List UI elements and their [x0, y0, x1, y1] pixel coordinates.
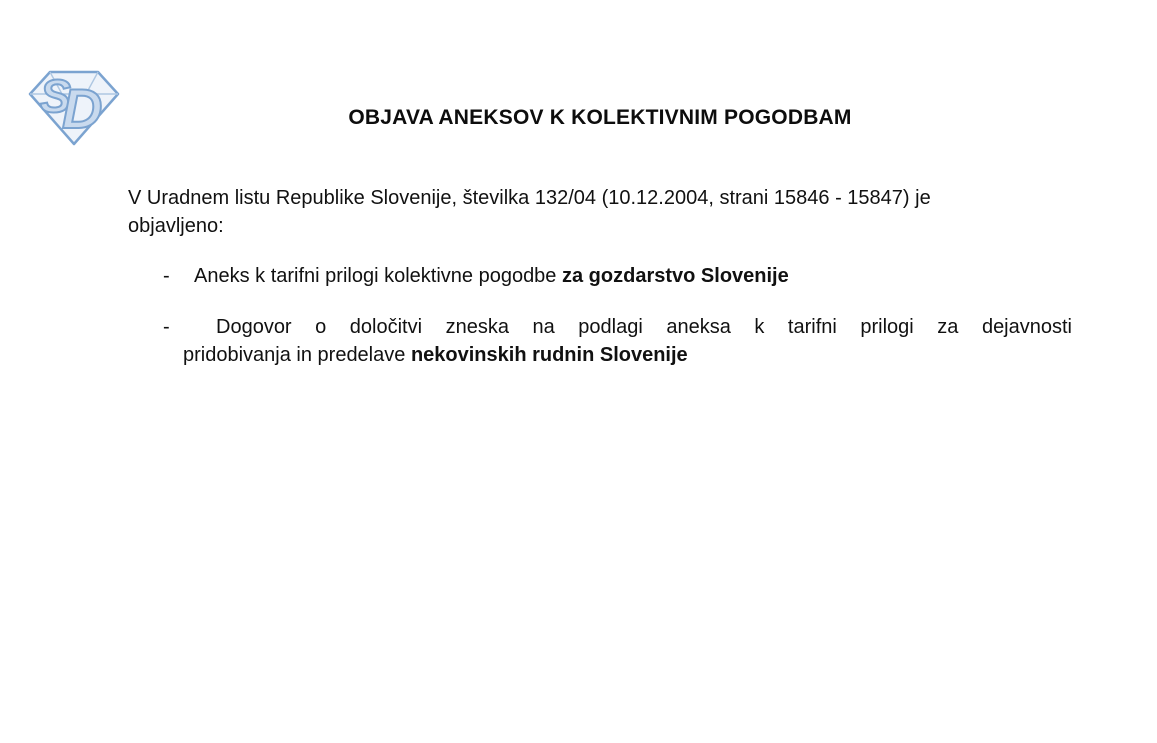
logo-letter-d: D	[62, 77, 103, 140]
page-title: OBJAVA ANEKSOV K KOLEKTIVNIM POGODBAM	[348, 106, 852, 129]
list-item-text-bold: za gozdarstvo Slovenije	[562, 265, 789, 287]
list-item-text	[194, 262, 789, 290]
list-item-text-regular: Aneks k tarifni prilogi kolektivne pogodbe	[194, 265, 562, 287]
intro-paragraph	[128, 184, 1072, 240]
list-item-line-2	[183, 341, 1072, 369]
list-item-text-regular: pridobivanja in predelave	[183, 344, 411, 366]
intro-line-1: V Uradnem listu Republike Slovenije, številka 132/04 (10.12.2004, strani 15846 - 15847) je	[128, 187, 931, 209]
sd-diamond-logo-icon	[26, 62, 122, 150]
bullet-marker: -	[163, 265, 170, 287]
list-item-gozdarstvo	[163, 262, 1072, 290]
intro-line-2: objavljeno:	[128, 215, 224, 237]
list-item-text-bold: nekovinskih rudnin Slovenije	[410, 344, 688, 366]
bullet-marker: -	[163, 316, 170, 338]
logo-letter-s: S	[40, 70, 71, 122]
list-item-line-1: Dogovor o določitvi zneska na podlagi aneksa k tarifni prilogi za dejavnosti	[216, 316, 1072, 338]
list-item-nekovinske-rudnine	[163, 313, 1072, 369]
list-item-text	[183, 313, 1072, 369]
